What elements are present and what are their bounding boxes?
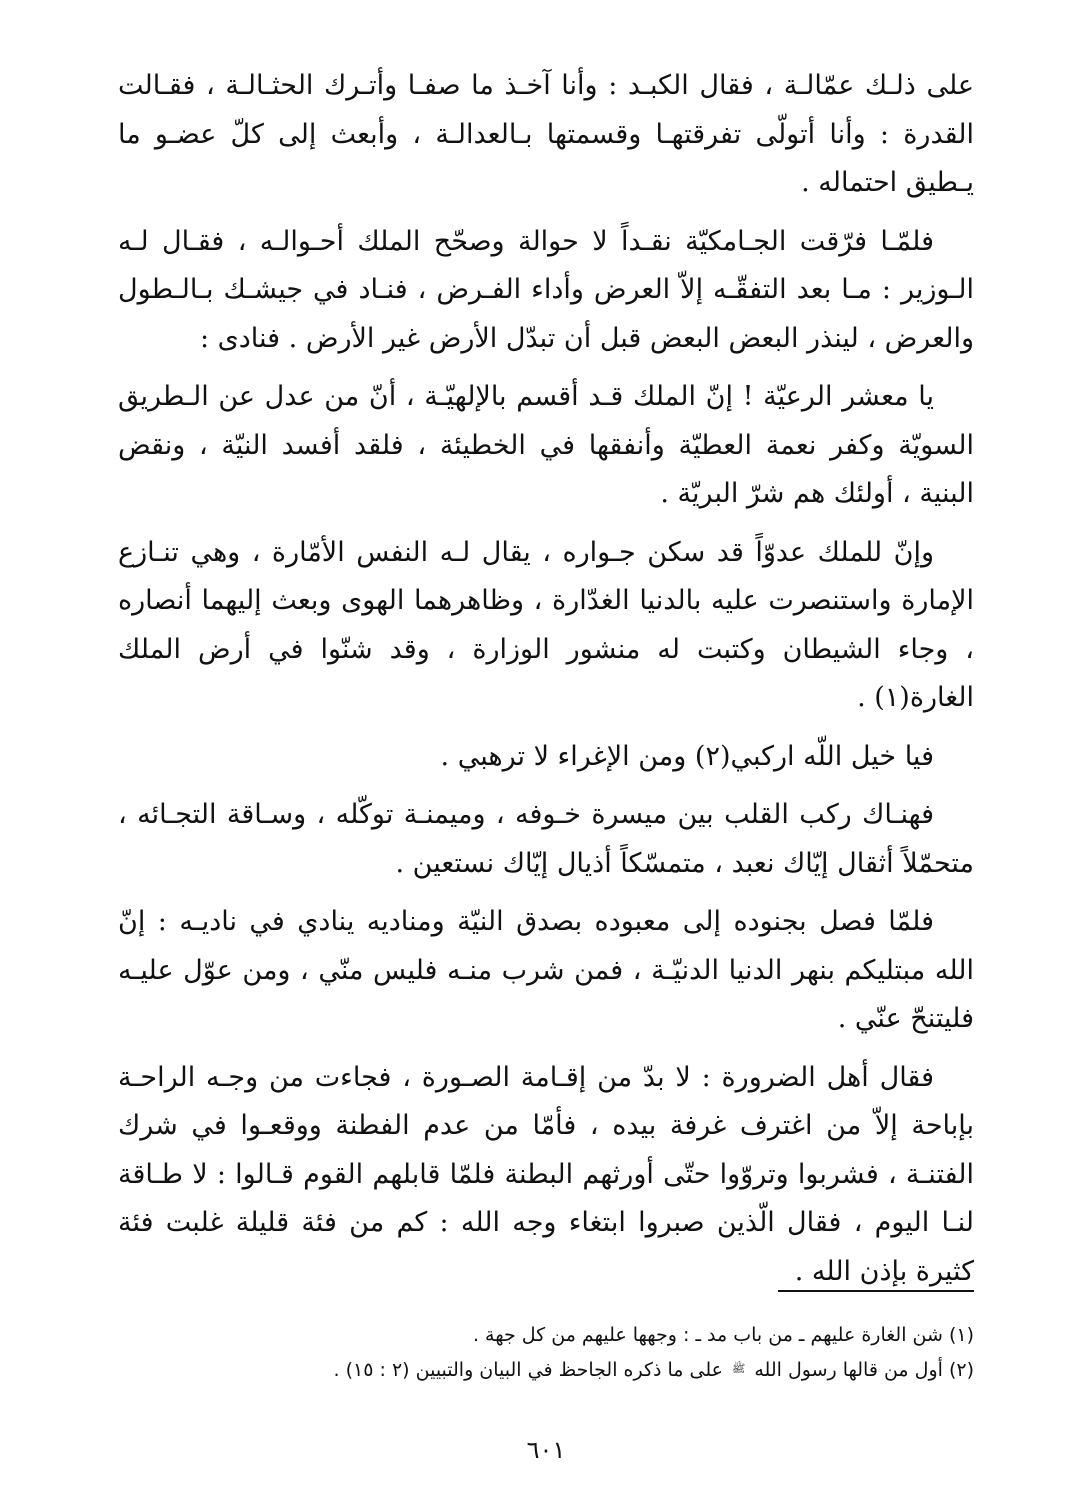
paragraph-5: فيا خيل اللّه اركبي(٢) ومن الإغراء لا ترهبي . <box>440 740 934 772</box>
footnote-2 <box>118 1352 974 1387</box>
paragraph-8: فقال أهل الضرورة : لا بدّ من إقـامة الصـورة ، فجاءت من وجـه الراحـة بإباحة إلاّ من اغترف غرفة بيده ، فأمّا من عدم الفطنة ووقعـوا في شرك الفتنـة ، فشربوا وتروّوا حتّى أورثهم البطنة فلمّا قابلهم القوم قـالوا : لا طـاقة لنـا اليوم ، فقال الّذين صبروا ابتغاء وجه الله : كم من فئة قليلة غلبت فئة كثيرة بإذن الله . <box>118 1061 974 1287</box>
footnote-2-start: (٢) أول من قالها رسول الله <box>754 1359 974 1381</box>
paragraph-3: يا معشر الرعيّة ! إنّ الملك قـد أقسم بالإلهيّـة ، أنّ من عدل عن الـطريق السويّة وكفر نعمة العطيّة وأنفقها في الخطيئة ، فلقد أفسد النيّة ، ونقض البنية ، أولئك هم شرّ البريّة . <box>118 381 974 509</box>
page-number: ٦٠١ <box>526 1436 566 1464</box>
footnote-divider <box>778 1290 974 1292</box>
paragraph-2: فلمّـا فرّقت الجـامكيّة نقـداً لا حوالة وصحّح الملك أحـوالـه ، فقـال لـه الـوزير : مـا بعد التفقّـه إلاّ العرض وأداء الفـرض ، فنـاد في جيشـك بـالـطول والعرض ، لينذر البعض البعض قبل أن تبدّل الأرض غير الأرض . فنادى : <box>118 225 974 354</box>
paragraph-6: فهنـاك ركب القلب بين ميسرة خـوفه ، وميمنـة توكّله ، وسـاقة التجـائه ، متحمّلاً أثقال إيّاك نعبد ، متمسّكاً أذيال إيّاك نستعين . <box>118 799 974 879</box>
footnote-1: (١) شن الغارة عليهم ـ من باب مد ـ : وجهها عليهم من كل جهة . <box>472 1324 974 1346</box>
footnote-2-end: على ما ذكره الجاحظ في البيان والتبيين (٢ : ١٥) . <box>333 1359 723 1381</box>
paragraph-7: فلمّا فصل بجنوده إلى معبوده بصدق النيّة ومناديه ينادي في ناديـه : إنّ الله مبتليكم بنهر الدنيا الدنيّـة ، فمن شرب منـه فليس منّي ، ومن عوّل عليـه فليتنحّ عنّي . <box>118 906 974 1034</box>
paragraph-4: وإنّ للملك عدوّاً قد سكن جـواره ، يقال لـه النفس الأمّارة ، وهي تنـازع الإمارة واستنصرت عليه بالدنيا الغدّارة ، وظاهرهما الهوى وبعث إليهما أنصاره ، وجاء الشيطان وكتبت له منشور الوزارة ، وقد شنّوا في أرض الملك الغارة(١) . <box>118 536 974 713</box>
main-text <box>118 62 974 1306</box>
salawat-symbol: ﷺ <box>732 1362 746 1375</box>
footnotes <box>118 1318 974 1387</box>
paragraph-1: على ذلـك عمّالـة ، فقال الكبـد : وأنا آخـذ ما صفـا وأتـرك الحثـالـة ، فقـالت القدرة : وأنا أتولّى تفرقتهـا وقسمتها بـالعدالـة ، وأبعث إلى كلّ عضـو ما يـطيق احتماله . <box>118 70 974 198</box>
